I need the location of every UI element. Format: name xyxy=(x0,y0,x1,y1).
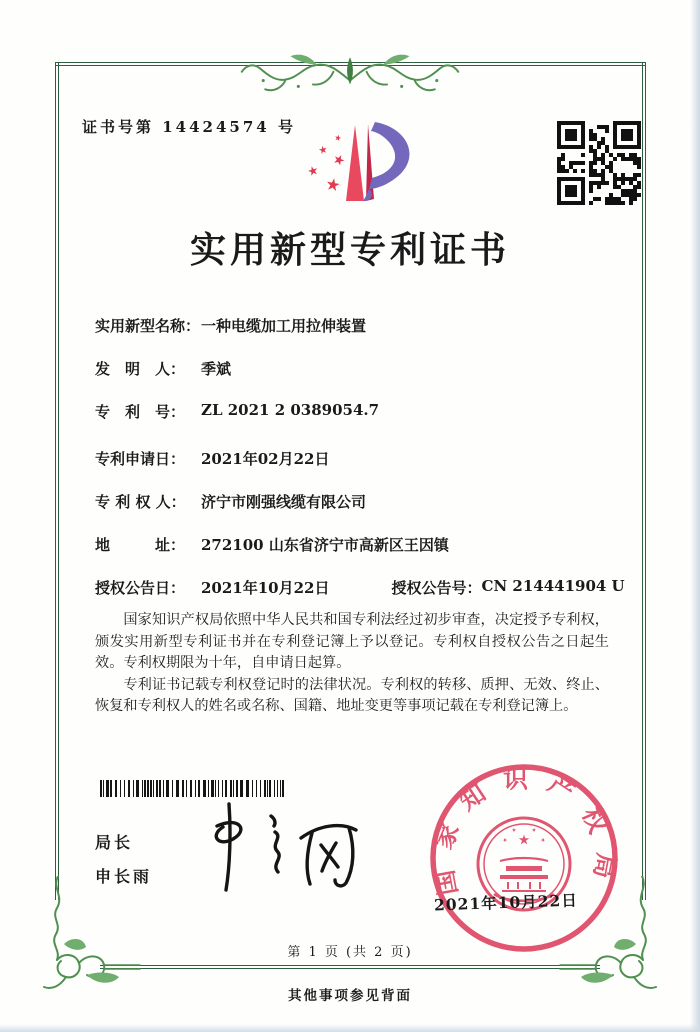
corner-flourish-bottom-left xyxy=(22,876,142,998)
field-row-filing-date xyxy=(95,448,330,469)
body-text xyxy=(95,610,609,718)
border-left xyxy=(55,62,59,900)
seal-text: 国家知识产权局 xyxy=(426,764,622,898)
field-row-name xyxy=(95,315,366,336)
logo-p-bowl xyxy=(369,122,409,189)
back-note: 其他事项参见背面 xyxy=(288,988,412,1004)
field-value: 272100 山东省济宁市高新区王因镇 xyxy=(201,536,449,554)
field-label: 专 利 号： xyxy=(95,403,186,421)
body-paragraph-2: 专利证书记载专利权登记时的法律状况。专利权的转移、质押、无效、终止、恢复和专利权人的姓名或名称、国籍、地址变更等事项记载在专利登记簿上。 xyxy=(95,676,609,714)
logo-spire xyxy=(346,125,364,201)
field-label: 地 址： xyxy=(95,536,186,554)
signer-name: 申长雨 xyxy=(95,867,153,886)
border-right xyxy=(642,62,646,900)
qr-code xyxy=(557,121,641,205)
field-value: CN 214441904 U xyxy=(481,577,625,595)
logo-sliver xyxy=(366,124,374,201)
field-label: 实用新型名称： xyxy=(95,317,201,335)
field-row-patent-no xyxy=(95,401,379,422)
border-bottom xyxy=(100,965,600,969)
field-label: 授权公告号： xyxy=(391,579,482,597)
signer-title: 局长 xyxy=(95,833,134,852)
field-value: 2021年10月22日 xyxy=(201,579,330,597)
field-row-address xyxy=(95,534,449,555)
cnipa-official-seal xyxy=(424,758,624,958)
seal-date: 2021年10月22日 xyxy=(433,890,579,915)
page-title: 实用新型专利证书 xyxy=(189,229,510,271)
handwritten-signature xyxy=(183,796,378,896)
field-value: 济宁市刚强线缆有限公司 xyxy=(201,493,367,511)
field-label: 授权公告日： xyxy=(95,579,186,597)
certificate-number: 证书号第 14424574 号 xyxy=(82,118,296,136)
barcode xyxy=(100,780,285,797)
field-value: ZL 2021 2 0389054.7 xyxy=(201,401,380,419)
page-indicator: 第 1 页 (共 2 页) xyxy=(287,945,413,960)
field-row-grant xyxy=(95,577,625,598)
field-value: 季斌 xyxy=(201,360,232,378)
field-row-inventor xyxy=(95,358,231,379)
top-ornament xyxy=(235,24,465,102)
field-label: 发 明 人： xyxy=(95,360,186,378)
scan-edge-right xyxy=(690,0,700,1032)
scan-edge-bottom xyxy=(0,1024,700,1032)
logo-stars xyxy=(307,134,346,192)
field-value: 2021年02月22日 xyxy=(201,450,330,468)
body-paragraph-1: 国家知识产权局依照中华人民共和国专利法经过初步审查，决定授予专利权，颁发实用新型专利证书并在专利登记簿上予以登记。专利权自授权公告之日起生效。专利权期限为十年，自申请日起算。 xyxy=(95,612,609,671)
field-label: 专 利 权 人： xyxy=(95,493,186,511)
cnipa-logo xyxy=(283,108,418,216)
field-value: 一种电缆加工用拉伸装置 xyxy=(201,317,367,335)
field-row-patentee xyxy=(95,491,366,512)
field-label: 专利申请日： xyxy=(95,450,186,468)
